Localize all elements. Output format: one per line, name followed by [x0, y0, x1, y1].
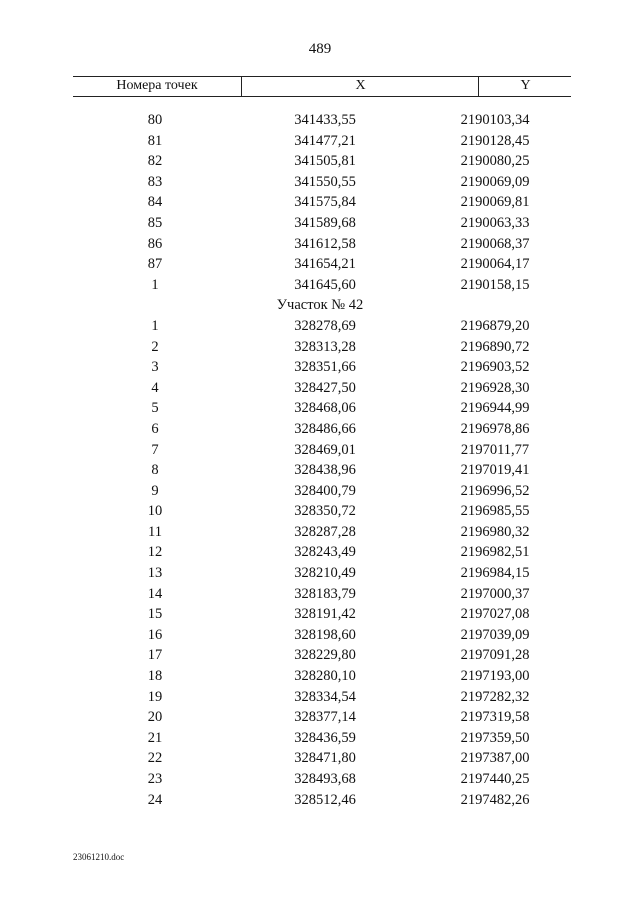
table-row: [0, 748, 640, 769]
table-row: [0, 604, 640, 625]
table-row: [0, 275, 640, 296]
table-row: [0, 192, 640, 213]
x-cell: 328400,79: [294, 482, 356, 499]
table-row: [0, 542, 640, 563]
x-cell: 328243,49: [294, 544, 356, 561]
section-title-row: [0, 295, 640, 316]
point-number-cell: 14: [147, 585, 163, 602]
table-row: [0, 337, 640, 358]
y-cell: 2197440,25: [460, 771, 530, 787]
x-cell: 341589,68: [294, 214, 356, 231]
y-cell: 2197027,08: [460, 606, 530, 623]
x-cell: 328468,06: [294, 400, 356, 417]
y-cell: 2196985,55: [460, 503, 530, 520]
x-cell: 328210,49: [294, 565, 356, 582]
x-cell: 328287,28: [294, 523, 356, 540]
x-cell: 328351,66: [294, 359, 356, 376]
table-row: [0, 790, 640, 811]
table-row: [0, 563, 640, 584]
x-cell: 341505,81: [294, 153, 356, 170]
table-row: [0, 645, 640, 666]
y-cell: 2190069,09: [460, 173, 530, 190]
point-number-cell: 15: [147, 606, 163, 623]
point-number-cell: 4: [151, 379, 159, 396]
y-cell: 2190128,45: [460, 132, 530, 149]
y-cell: 2190064,17: [460, 256, 530, 273]
header-y: Y: [478, 77, 572, 96]
y-cell: 2196984,15: [460, 565, 530, 582]
table-row: [0, 584, 640, 605]
y-cell: 2190069,81: [460, 194, 530, 211]
x-cell: 328191,42: [294, 606, 356, 623]
x-cell: 328486,66: [294, 420, 356, 437]
point-number-cell: 8: [151, 462, 159, 479]
footer-filename: 23061210.doc: [73, 852, 125, 862]
point-number-cell: 83: [147, 173, 163, 190]
y-cell: 2197019,41: [460, 462, 530, 479]
table-row: [0, 419, 640, 440]
y-cell: 2196978,86: [460, 420, 530, 437]
point-number-cell: 1: [151, 317, 159, 334]
table-row: [0, 110, 640, 131]
point-number-cell: 84: [147, 194, 163, 211]
table-row: [0, 151, 640, 172]
table-row: [0, 728, 640, 749]
point-number-cell: 17: [147, 647, 163, 664]
table-row: [0, 522, 640, 543]
table-row: [0, 707, 640, 728]
y-cell: 2197011,77: [460, 441, 530, 458]
point-number-cell: 20: [147, 709, 163, 726]
y-cell: 2197359,50: [460, 729, 530, 746]
y-cell: 2196944,99: [460, 400, 530, 417]
y-cell: 2196996,52: [460, 482, 530, 499]
x-cell: 328436,59: [294, 729, 356, 746]
point-number-cell: 18: [147, 668, 163, 685]
x-cell: 328493,68: [294, 771, 356, 787]
y-cell: 2190103,34: [460, 112, 530, 128]
x-cell: 328198,60: [294, 626, 356, 643]
y-cell: 2190158,15: [460, 276, 530, 293]
point-number-cell: 3: [151, 359, 159, 376]
y-cell: 2196903,52: [460, 359, 530, 376]
point-number-cell: 22: [147, 750, 163, 767]
header-x: X: [241, 77, 479, 96]
x-cell: 341477,21: [294, 132, 356, 149]
point-number-cell: 87: [147, 256, 163, 273]
x-cell: 328377,14: [294, 709, 356, 726]
table-row: [0, 440, 640, 461]
y-cell: 2196928,30: [460, 379, 530, 396]
x-cell: 328313,28: [294, 338, 356, 355]
point-number-cell: 2: [151, 338, 159, 355]
point-number-cell: 1: [151, 276, 159, 293]
coordinates-table-body: [0, 110, 640, 810]
x-cell: 328350,72: [294, 503, 356, 520]
point-number-cell: 80: [147, 112, 163, 128]
y-cell: 2197039,09: [460, 626, 530, 643]
point-number-cell: 13: [147, 565, 163, 582]
header-point-numbers: Номера точек: [116, 78, 198, 93]
y-cell: 2197193,00: [460, 668, 530, 685]
x-cell: 328438,96: [294, 462, 356, 479]
x-cell: 328183,79: [294, 585, 356, 602]
y-cell: 2197387,00: [460, 750, 530, 767]
table-header: [73, 76, 571, 97]
y-cell: 2196879,20: [460, 317, 530, 334]
y-cell: 2190080,25: [460, 153, 530, 170]
point-number-cell: 19: [147, 688, 163, 705]
table-row: [0, 687, 640, 708]
x-cell: 328512,46: [294, 791, 356, 808]
table-row: [0, 213, 640, 234]
point-number-cell: 82: [147, 153, 163, 170]
table-row: [0, 378, 640, 399]
point-number-cell: 23: [147, 771, 163, 787]
point-number-cell: 85: [147, 214, 163, 231]
point-number-cell: 81: [147, 132, 163, 149]
x-cell: 328229,80: [294, 647, 356, 664]
point-number-cell: 9: [151, 482, 159, 499]
table-row: [0, 254, 640, 275]
section-title: Участок № 42: [276, 297, 364, 314]
table-row: [0, 131, 640, 152]
y-cell: 2197091,28: [460, 647, 530, 664]
x-cell: 328427,50: [294, 379, 356, 396]
y-cell: 2196980,32: [460, 523, 530, 540]
table-row: [0, 481, 640, 502]
table-row: [0, 316, 640, 337]
x-cell: 328334,54: [294, 688, 356, 705]
x-cell: 341433,55: [294, 112, 356, 128]
point-number-cell: 11: [148, 523, 162, 540]
point-number-cell: 86: [147, 235, 163, 252]
x-cell: 341612,58: [294, 235, 356, 252]
point-number-cell: 24: [147, 791, 163, 808]
table-row: [0, 625, 640, 646]
x-cell: 341654,21: [294, 256, 356, 273]
x-cell: 341645,60: [294, 276, 356, 293]
point-number-cell: 5: [151, 400, 159, 417]
table-row: [0, 501, 640, 522]
x-cell: 341550,55: [294, 173, 356, 190]
x-cell: 328469,01: [294, 441, 356, 458]
y-cell: 2196890,72: [460, 338, 530, 355]
x-cell: 341575,84: [294, 194, 356, 211]
page-number: 489: [308, 41, 332, 57]
point-number-cell: 21: [147, 729, 163, 746]
y-cell: 2196982,51: [460, 544, 530, 561]
table-row: [0, 172, 640, 193]
y-cell: 2197319,58: [460, 709, 530, 726]
table-row: [0, 357, 640, 378]
point-number-cell: 7: [151, 441, 159, 458]
x-cell: 328280,10: [294, 668, 356, 685]
x-cell: 328278,69: [294, 317, 356, 334]
point-number-cell: 12: [147, 544, 163, 561]
point-number-cell: 10: [147, 503, 163, 520]
table-row: [0, 666, 640, 687]
point-number-cell: 6: [151, 420, 159, 437]
y-cell: 2190068,37: [460, 235, 530, 252]
point-number-cell: 16: [147, 626, 163, 643]
table-row: [0, 398, 640, 419]
x-cell: 328471,80: [294, 750, 356, 767]
y-cell: 2190063,33: [460, 214, 530, 231]
table-row: [0, 460, 640, 481]
table-row: [0, 234, 640, 255]
y-cell: 2197282,32: [460, 688, 530, 705]
y-cell: 2197000,37: [460, 585, 530, 602]
y-cell: 2197482,26: [460, 791, 530, 808]
table-row: [0, 769, 640, 790]
